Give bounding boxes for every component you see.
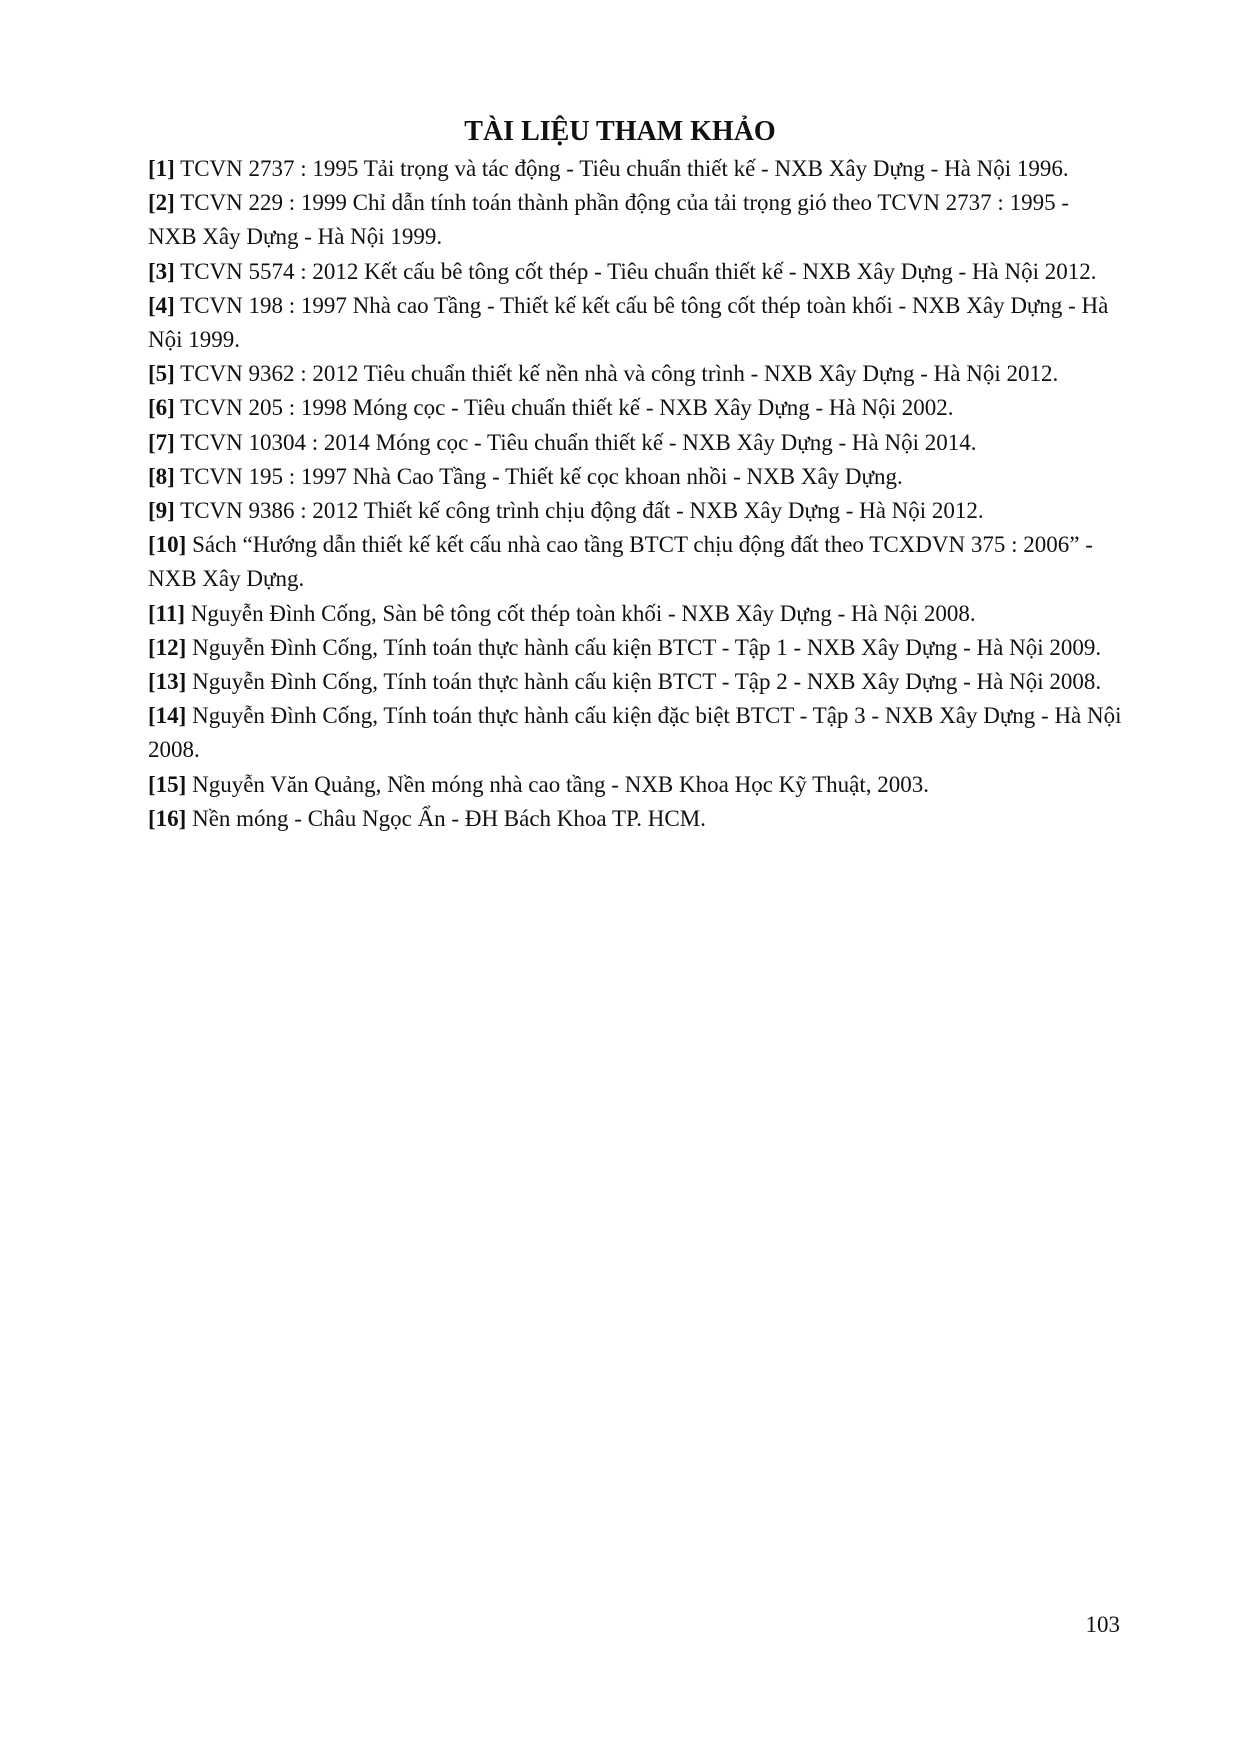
reference-item: [148, 768, 1123, 802]
reference-item: [148, 802, 1123, 836]
reference-item: [148, 357, 1123, 391]
reference-number: [12]: [148, 634, 187, 660]
reference-number: [4]: [148, 292, 175, 318]
page-number: 103: [1085, 1612, 1120, 1637]
reference-text: Nguyễn Đình Cống, Sàn bê tông cốt thép toàn khối - NXB Xây Dựng - Hà Nội 2008.: [185, 600, 976, 626]
reference-text: Nguyễn Văn Quảng, Nền móng nhà cao tầng - NXB Khoa Học Kỹ Thuật, 2003.: [186, 771, 929, 797]
reference-number: [8]: [148, 463, 175, 489]
reference-text: Nguyễn Đình Cống, Tính toán thực hành cấu kiện BTCT - Tập 1 - NXB Xây Dựng - Hà Nội 2009.: [186, 634, 1102, 660]
reference-text: Nguyễn Đình Cống, Tính toán thực hành cấu kiện BTCT - Tập 2 - NXB Xây Dựng - Hà Nội 2008.: [186, 669, 1102, 695]
reference-item: [148, 426, 1123, 460]
reference-item: [148, 528, 1123, 596]
reference-number: [7]: [148, 429, 175, 455]
reference-item: [148, 391, 1123, 425]
reference-text: TCVN 229 : 1999 Chỉ dẫn tính toán thành phần động của tải trọng gió theo TCVN 2737 : 1995 - NXB Xây Dựng - Hà Nội 1999.: [148, 190, 1069, 250]
reference-number: [10]: [148, 532, 187, 558]
reference-item: [148, 494, 1123, 528]
reference-item: [148, 289, 1123, 357]
reference-number: [5]: [148, 361, 175, 387]
reference-item: [148, 597, 1123, 631]
reference-number: [1]: [148, 156, 175, 181]
reference-list: [148, 152, 1123, 836]
reference-item: [148, 152, 1123, 186]
reference-number: [16]: [148, 805, 187, 831]
reference-text: TCVN 195 : 1997 Nhà Cao Tầng - Thiết kế cọc khoan nhồi - NXB Xây Dựng.: [174, 463, 903, 489]
reference-text: TCVN 5574 : 2012 Kết cấu bê tông cốt thép - Tiêu chuẩn thiết kế - NXB Xây Dựng - Hà Nội 2012.: [174, 258, 1097, 284]
reference-item: [148, 665, 1123, 699]
reference-number: [11]: [148, 600, 186, 626]
reference-text: Sách “Hướng dẫn thiết kế kết cấu nhà cao tầng BTCT chịu động đất theo TCXDVN 375 : 2006” - NXB Xây Dựng.: [148, 532, 1093, 592]
reference-text: TCVN 2737 : 1995 Tải trọng và tác động - Tiêu chuẩn thiết kế - NXB Xây Dựng - Hà Nội 1996.: [174, 156, 1069, 181]
reference-item: [148, 255, 1123, 289]
reference-number: [3]: [148, 258, 175, 284]
page-title: TÀI LIỆU THAM KHẢO: [464, 116, 776, 147]
reference-number: [14]: [148, 703, 187, 729]
reference-item: [148, 631, 1123, 665]
reference-number: [6]: [148, 395, 175, 421]
reference-item: [148, 186, 1123, 254]
reference-number: [9]: [148, 498, 175, 524]
reference-number: [13]: [148, 669, 187, 695]
reference-item: [148, 460, 1123, 494]
reference-text: TCVN 9362 : 2012 Tiêu chuẩn thiết kế nền nhà và công trình - NXB Xây Dựng - Hà Nội 2012.: [174, 361, 1059, 387]
reference-item: [148, 699, 1123, 767]
reference-text: TCVN 10304 : 2014 Móng cọc - Tiêu chuẩn thiết kế - NXB Xây Dựng - Hà Nội 2014.: [174, 429, 977, 455]
reference-number: [15]: [148, 771, 187, 797]
reference-text: TCVN 205 : 1998 Móng cọc - Tiêu chuẩn thiết kế - NXB Xây Dựng - Hà Nội 2002.: [174, 395, 954, 421]
reference-text: TCVN 198 : 1997 Nhà cao Tầng - Thiết kế kết cấu bê tông cốt thép toàn khối - NXB Xây Dựng - Hà Nội 1999.: [148, 292, 1109, 353]
reference-text: Nguyễn Đình Cống, Tính toán thực hành cấu kiện đặc biệt BTCT - Tập 3 - NXB Xây Dựng - Hà Nội 2008.: [148, 703, 1122, 763]
reference-text: TCVN 9386 : 2012 Thiết kế công trình chịu động đất - NXB Xây Dựng - Hà Nội 2012.: [174, 498, 984, 524]
reference-number: [2]: [148, 190, 175, 216]
reference-text: Nền móng - Châu Ngọc Ẩn - ĐH Bách Khoa TP. HCM.: [186, 805, 706, 831]
